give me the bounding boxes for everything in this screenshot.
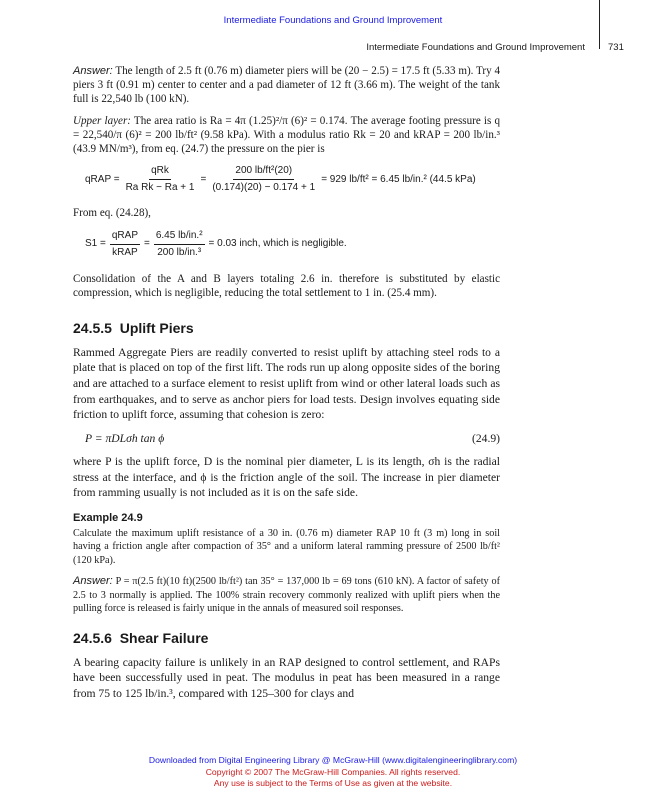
eq1-equals: = bbox=[200, 173, 207, 185]
section2-title: Shear Failure bbox=[119, 630, 209, 647]
example-text: Calculate the maximum uplift resistance of a 30 in. (0.76 m) diameter RAP 10 ft (3 m) long in soil having a friction angle after compaction of 35° and a uniform lateral ramming pressure of 2500 lb/ft² (120 kPa). bbox=[73, 528, 500, 566]
example-title: Example 24.9 bbox=[73, 511, 143, 524]
example-answer bbox=[73, 575, 500, 615]
section2-number: 24.5.6 bbox=[73, 630, 112, 647]
shear-failure-paragraph: A bearing capacity failure is unlikely in an RAP designed to control settlement, and RAPs have been successfully used in peat. The modulus in peat has been measured in a range from 75 to 125 lb/in.³, compared with 125–300 for clays and bbox=[73, 655, 500, 700]
eq1-frac1-numerator: qRk bbox=[149, 164, 171, 180]
eq1-result: = 929 lb/ft² = 6.45 lb/in.² (44.5 kPa) bbox=[321, 173, 476, 185]
section-heading-uplift-piers bbox=[73, 321, 500, 335]
eq2-frac1-denominator: kRAP bbox=[112, 247, 138, 259]
answer-text: The length of 2.5 ft (0.76 m) diameter piers will be (20 − 2.5) = 17.5 ft (5.33 m). Try 4 piers 3 ft (0.91 m) center to center and a pad diameter of 12 ft (3.66 m). The weight of the tank full is 22,540 lb (100 kN). bbox=[73, 65, 501, 106]
example-answer-lead: Answer: bbox=[73, 575, 113, 588]
eq1-fraction-1 bbox=[124, 164, 197, 195]
uplift-equation: P = πDLσh tan ϕ bbox=[85, 431, 165, 445]
upper-layer-paragraph bbox=[73, 114, 500, 157]
header-rule bbox=[599, 0, 600, 49]
answer-paragraph bbox=[73, 64, 500, 107]
eq1-frac2-numerator: 200 lb/ft²(20) bbox=[233, 164, 294, 180]
eq1-frac2-denominator: (0.174)(20) − 0.174 + 1 bbox=[212, 182, 316, 194]
footer bbox=[0, 755, 666, 790]
top-banner: Intermediate Foundations and Ground Improvement bbox=[223, 15, 443, 26]
from-eq-line: From eq. (24.28), bbox=[73, 206, 151, 219]
eq1-lhs: qRAP = bbox=[85, 173, 120, 185]
eq2-lhs: S1 = bbox=[85, 238, 106, 250]
eq2-fraction-1 bbox=[110, 229, 140, 260]
eq2-result: = 0.03 inch, which is negligible. bbox=[208, 238, 347, 250]
consolidation-paragraph: Consolidation of the A and B layers totaling 2.6 in. therefore is substituted by elastic compression, which is negligible, reducing the total settlement to 1 in. (25.4 mm). bbox=[73, 273, 500, 300]
page-body bbox=[73, 64, 500, 701]
eq2-frac1-numerator: qRAP bbox=[110, 229, 140, 245]
uplift-definitions-paragraph: where P is the uplift force, D is the nominal pier diameter, L is its length, σh is the radial stress at the interface, and ϕ is the friction angle of the soil. The increase in pier diameter from ramming usually is not included as it is on the safe side. bbox=[73, 455, 500, 500]
equation-number: (24.9) bbox=[471, 431, 500, 445]
footer-copyright-line: Copyright © 2007 The McGraw-Hill Companies. All rights reserved. bbox=[205, 766, 461, 777]
equation-24-9 bbox=[85, 432, 500, 446]
example-answer-text: P = π(2.5 ft)(10 ft)(2500 lb/ft²) tan 35° = 137,000 lb = 69 tons (610 kN). A factor of safety of 2.5 to 3 normally is applied. The 100% strain recovery commonly realized with uplift piers when the pulling force is released is fairly unique in the annals of measured soil responses. bbox=[73, 576, 500, 615]
eq2-fraction-2 bbox=[154, 229, 205, 260]
eq1-frac1-denominator: Ra Rk − Ra + 1 bbox=[125, 182, 195, 194]
page-number: 731 bbox=[608, 42, 624, 53]
section-number: 24.5.5 bbox=[73, 319, 112, 336]
running-header: Intermediate Foundations and Ground Improvement bbox=[366, 42, 585, 53]
footer-terms-line: Any use is subject to the Terms of Use as given at the website. bbox=[213, 778, 453, 788]
upper-layer-text: The area ratio is Ra = 4π (1.25)²/π (6)² = 0.174. The average footing pressure is q = 22,540/π (6)² = 200 lb/ft² (9.58 kPa). With a modulus ratio Rk = 20 and kRAP = 200 lb/in.³ (43.9 MN/m³), from eq. (24.7) the pressure on the pier is bbox=[73, 114, 500, 156]
eq2-equals: = bbox=[143, 238, 150, 250]
eq2-frac2-numerator: 6.45 lb/in.² bbox=[154, 229, 205, 245]
section-title: Uplift Piers bbox=[119, 319, 194, 336]
equation-q-rap bbox=[85, 164, 500, 195]
footer-download-line[interactable]: Downloaded from Digital Engineering Library @ McGraw-Hill (www.digitalengineeringlibrary.com) bbox=[148, 755, 518, 765]
section-heading-shear-failure bbox=[73, 631, 500, 645]
equation-settlement bbox=[85, 229, 500, 260]
eq1-fraction-2 bbox=[210, 164, 317, 195]
eq2-frac2-denominator: 200 lb/in.³ bbox=[157, 247, 202, 259]
uplift-paragraph: Rammed Aggregate Piers are readily converted to resist uplift by attaching steel rods to a plate that is placed on top of the first lift. The rods run up along opposite sides of the boring and are attached to a surface element to resist uplift from wind or other lateral loads such as from earthquakes, and to serve as anchor piers for load tests. Design involves equating side friction to uplift force, assuming that cohesion is zero: bbox=[73, 345, 500, 422]
answer-lead: Answer: bbox=[73, 65, 113, 77]
upper-layer-lead: Upper layer: bbox=[73, 114, 131, 127]
